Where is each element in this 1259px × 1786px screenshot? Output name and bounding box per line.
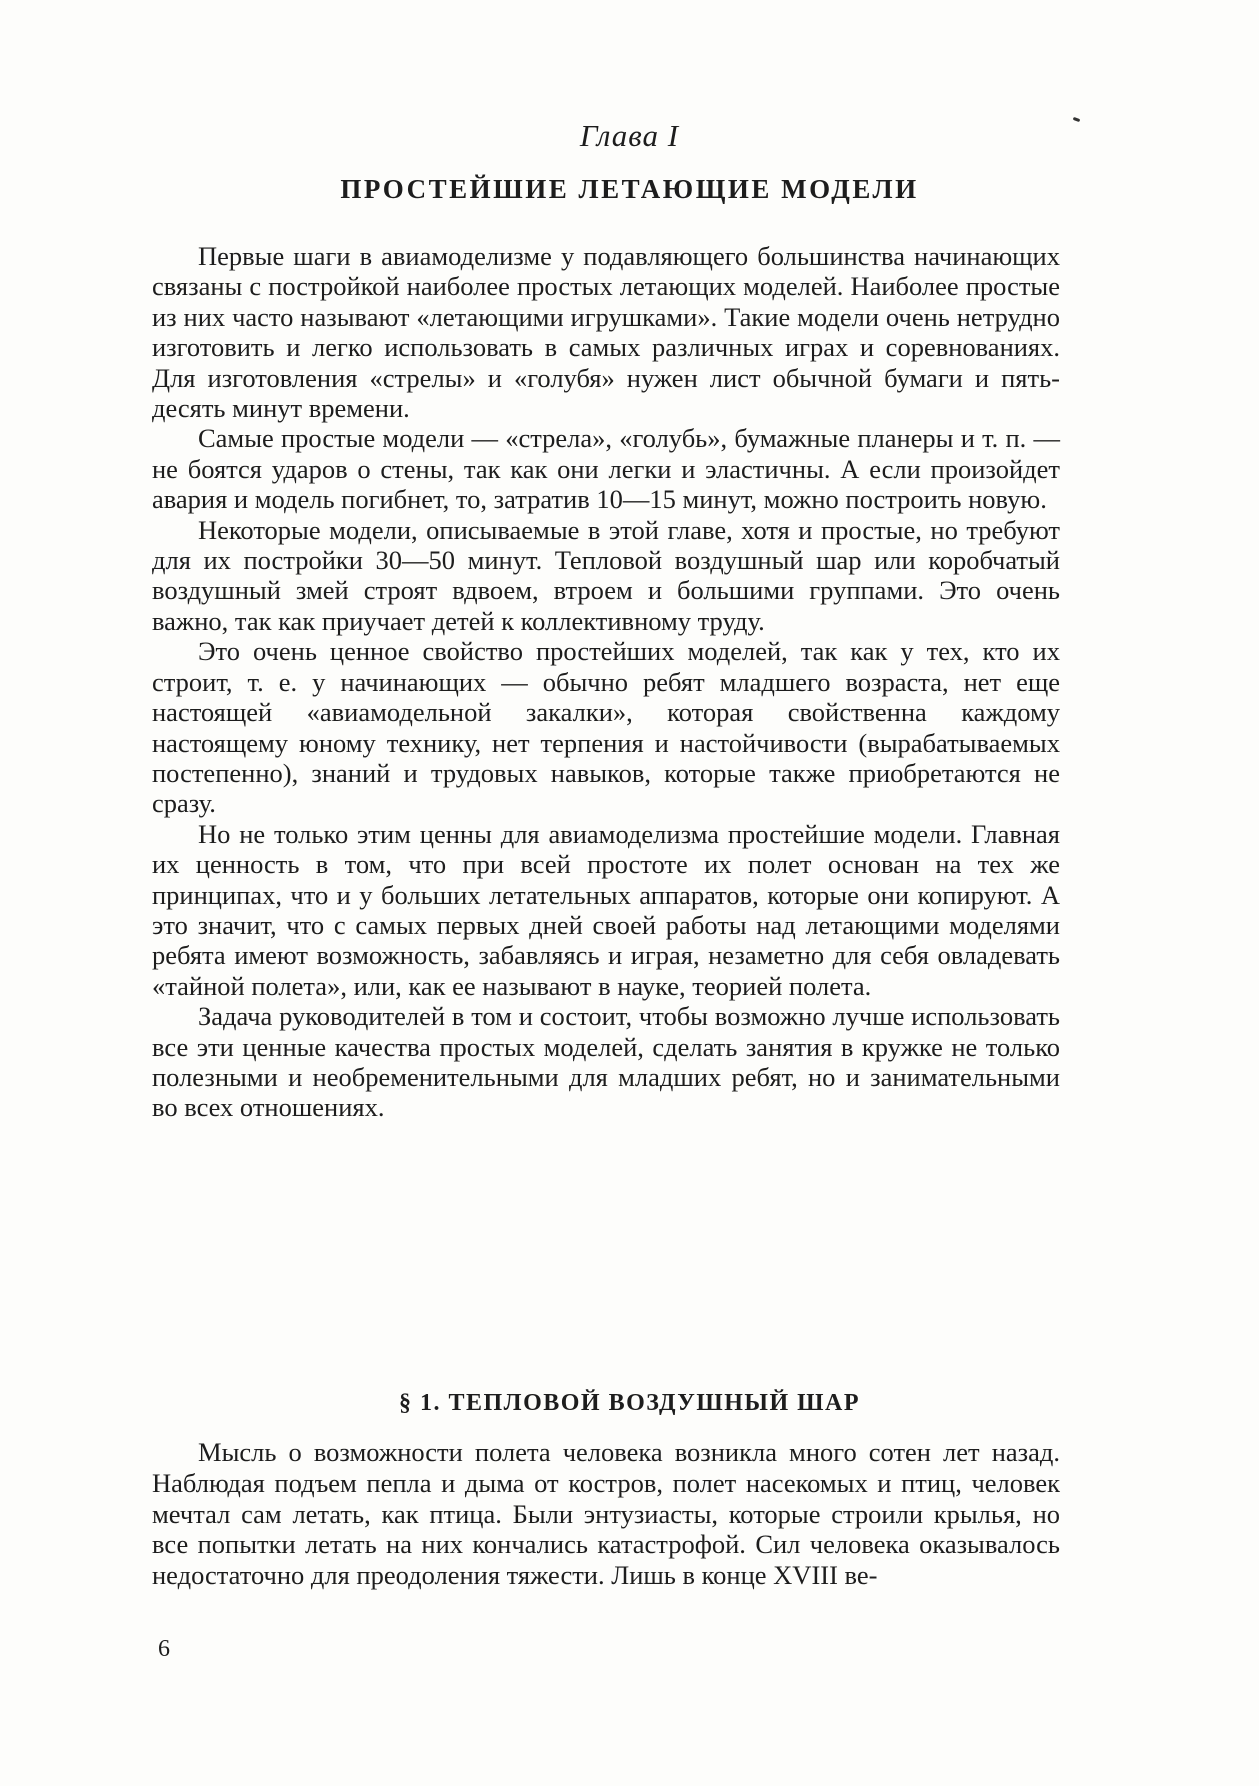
section-body bbox=[152, 1437, 1060, 1591]
chapter-intro bbox=[152, 241, 1060, 1123]
chapter-title: ПРОСТЕЙШИЕ ЛЕТАЮЩИЕ МОДЕЛИ bbox=[340, 174, 919, 204]
chapter-label: Глава I bbox=[579, 118, 680, 153]
section-heading: § 1. ТЕПЛОВОЙ ВОЗДУШНЫЙ ШАР bbox=[399, 1390, 860, 1416]
paragraph: Некоторые модели, описываемые в этой главе, хотя и простые, но требуют для их постройки 30—50 минут. Тепловой воздушный шар или коробчатый воздушный змей строят вдвоем, втроем и большими группами. Это очень важно, так как приучает детей к коллективному труду. bbox=[152, 514, 1060, 636]
page-number: 6 bbox=[158, 1636, 170, 1662]
paragraph: Мысль о возможности полета человека возникла много сотен лет назад. Наблюдая подъем пепла и дыма от костров, полет насекомых и птиц, человек мечтал сам летать, как птица. Были энтузиасты, которые строили крылья, но все попытки летать на них кончались катастрофой. Сил человека оказывалось недостаточно для преодоления тяжести. Лишь в конце XVIII ве- bbox=[152, 1437, 1060, 1591]
paragraph: Самые простые модели — «стрела», «голубь», бумажные планеры и т. п. — не боятся ударов о стены, так как они легки и эластичны. А если произойдет авария и модель погибнет, то, затратив 10—15 минут, можно построить новую. bbox=[152, 423, 1060, 515]
paragraph: Но не только этим ценны для авиамоделизма простейшие модели. Главная их ценность в том, что при всей простоте их полет основан на тех же принципах, что и у больших летательных аппаратов, которые они копируют. А это значит, что с самых первых дней своей работы над летающими моделями ребята имеют возможность, забавляясь и играя, незаметно для себя овладевать «тайной полета», или, как ее называют в науке, теорией полета. bbox=[152, 818, 1060, 1001]
paragraph: Задача руководителей в том и состоит, чтобы возможно лучше использовать все эти ценные качества простых моделей, сделать занятия в кружке не только полезными и необременительными для младших ребят, но и занимательными во всех отношениях. bbox=[152, 1001, 1060, 1123]
paragraph: Это очень ценное свойство простейших моделей, так как у тех, кто их строит, т. е. у начинающих — обычно ребят младшего возраста, нет еще настоящей «авиамодельной закалки», которая свойственна каждому настоящему юному технику, нет терпения и настойчивости (вырабатываемых постепенно), знаний и трудовых навыков, которые также приобретаются не сразу. bbox=[152, 636, 1060, 819]
paragraph: Первые шаги в авиамоделизме у подавляющего большинства начинающих связаны с постройкой наиболее простых летающих моделей. Наиболее простые из них часто называют «летающими игрушками». Такие модели очень нетрудно изготовить и легко использовать в самых различных играх и соревнованиях. Для изготовления «стрелы» и «голубя» нужен лист обычной бумаги и пять-десять минут времени. bbox=[152, 241, 1060, 424]
